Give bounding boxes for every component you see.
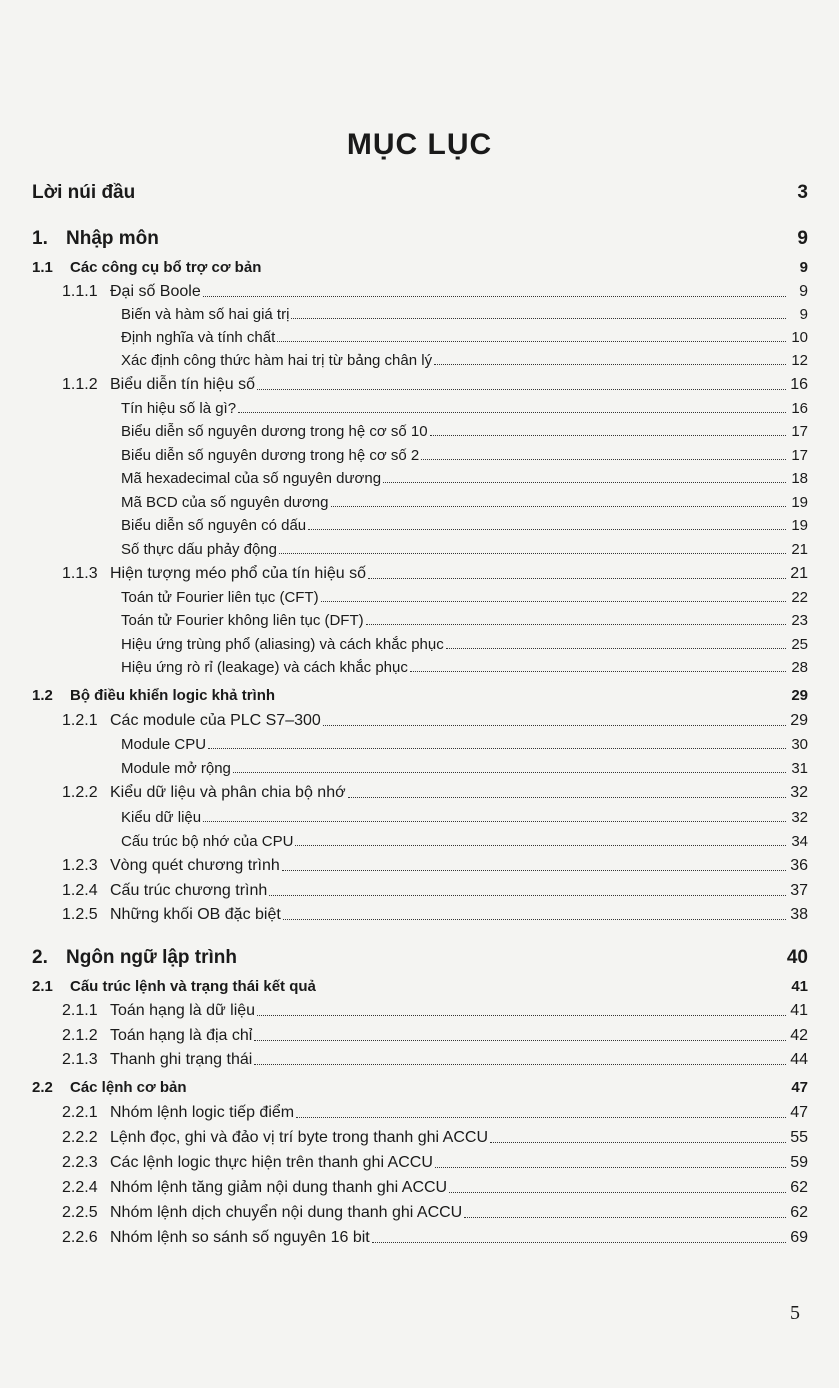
toc-entry (32, 182, 808, 204)
toc-entry (62, 1104, 808, 1122)
dot-leader (321, 601, 786, 602)
toc-entry (121, 517, 808, 534)
toc-entry-number: 1.2 (32, 687, 53, 704)
dot-leader (279, 553, 786, 554)
toc-entry-page: 22 (791, 589, 808, 606)
toc-entry-page: 16 (790, 376, 808, 393)
dot-leader (323, 725, 786, 726)
toc-entry-title: Những khối OB đặc biệt (110, 906, 281, 923)
toc-entry-page: 41 (791, 978, 808, 995)
toc-entry (62, 906, 808, 924)
toc-entry (32, 687, 808, 704)
toc-entry-title: Số thực dấu phảy động (121, 541, 277, 558)
toc-entry-page: 47 (790, 1104, 808, 1121)
toc-entry-title: Cấu trúc bộ nhớ của CPU (121, 833, 294, 850)
toc-entry (121, 306, 808, 323)
dot-leader (435, 1167, 786, 1168)
toc-entry-title: Cấu trúc lệnh và trạng thái kết quả (70, 978, 316, 995)
toc-entry (121, 400, 808, 417)
dot-leader (282, 870, 786, 871)
toc-entry-number: 2.2.3 (62, 1154, 98, 1171)
toc-entry-title: Hiện tượng méo phổ của tín hiệu số (110, 565, 367, 582)
toc-entry-page: 3 (797, 182, 808, 203)
toc-entry-page: 21 (790, 565, 808, 582)
dot-leader (368, 578, 786, 579)
toc-entry (121, 809, 808, 826)
toc-entry-title: Toán hạng là địa chỉ (110, 1027, 253, 1044)
toc-entry (121, 760, 808, 777)
toc-entry-page: 21 (791, 541, 808, 558)
toc-entry-title: Toán tử Fourier liên tục (CFT) (121, 589, 319, 606)
dot-leader (283, 919, 786, 920)
toc-entry-number: 2.2.2 (62, 1129, 98, 1146)
toc-entry-number: 1.1.1 (62, 283, 98, 300)
toc-entry-title: Mã hexadecimal của số nguyên dương (121, 470, 382, 487)
toc-entry-title: Ngôn ngữ lập trình (66, 947, 238, 968)
toc-entry (62, 1179, 808, 1197)
toc-entry-title: Toán hạng là dữ liệu (110, 1002, 256, 1019)
dot-leader (254, 1040, 786, 1041)
toc-entry-page: 16 (791, 400, 808, 417)
toc-entry (121, 494, 808, 511)
toc-entry (121, 612, 808, 629)
toc-entry-title: Kiểu dữ liệu (121, 809, 202, 826)
dot-leader (464, 1217, 786, 1218)
toc-entry-page: 19 (791, 494, 808, 511)
toc-entry-title: Kiểu dữ liệu và phân chia bộ nhớ (110, 784, 346, 801)
toc-entry (32, 947, 808, 969)
toc-entry-title: Biểu diễn số nguyên dương trong hệ cơ số 2 (121, 447, 420, 464)
dot-leader (277, 341, 786, 342)
toc-entry-page: 32 (790, 784, 808, 801)
toc-entry-page: 19 (791, 517, 808, 534)
toc-entry-title: Định nghĩa và tính chất (121, 329, 276, 346)
toc-entry (121, 833, 808, 850)
toc-entry (62, 1027, 808, 1045)
toc-entry-title: Biểu diễn số nguyên có dấu (121, 517, 307, 534)
toc-entry-page: 38 (790, 906, 808, 923)
toc-entry (62, 712, 808, 730)
dot-leader (208, 748, 786, 749)
toc-entry (62, 565, 808, 583)
dot-leader (421, 459, 786, 460)
toc-entry-title: Lệnh đọc, ghi và đảo vị trí byte trong thanh ghi ACCU (110, 1129, 489, 1146)
toc-entry (121, 447, 808, 464)
toc-entry (32, 978, 808, 995)
toc-entry-title: Biến và hàm số hai giá trị (121, 306, 290, 323)
toc-entry-page: 37 (790, 882, 808, 899)
dot-leader (257, 1015, 786, 1016)
dot-leader (308, 529, 786, 530)
dot-leader (430, 435, 786, 436)
dot-leader (372, 1242, 786, 1243)
toc-entry-title: Module CPU (121, 736, 207, 753)
toc-entry-title: Nhóm lệnh tăng giảm nội dung thanh ghi ACCU (110, 1179, 448, 1196)
toc-entry-title: Thanh ghi trạng thái (110, 1051, 253, 1068)
dot-leader (295, 845, 786, 846)
toc-entry-title: Các module của PLC S7–300 (110, 712, 321, 729)
toc-entry (62, 882, 808, 900)
toc-entry-page: 40 (786, 947, 808, 968)
toc-entry-page: 23 (791, 612, 808, 629)
toc-entry (121, 423, 808, 440)
toc-entry (121, 470, 808, 487)
toc-entry-page: 62 (790, 1179, 808, 1196)
toc-entry-number: 1.2.3 (62, 857, 98, 874)
toc-entry-number: 2.1.3 (62, 1051, 98, 1068)
toc-entry (62, 283, 808, 301)
toc-entry-number: 2.2.6 (62, 1229, 98, 1246)
toc-entry-number: 1.1 (32, 259, 53, 276)
dot-leader (254, 1064, 786, 1065)
toc-entry-number: 1.2.1 (62, 712, 98, 729)
toc-entry-page: 10 (791, 329, 808, 346)
toc-entry-title: Đại số Boole (110, 283, 201, 300)
toc-entry-number: 2.1 (32, 978, 53, 995)
toc-entry-title: Nhóm lệnh so sánh số nguyên 16 bit (110, 1229, 370, 1246)
toc-entry-page: 69 (790, 1229, 808, 1246)
toc-entry-page: 29 (791, 687, 808, 704)
dot-leader (410, 671, 786, 672)
toc-entry (121, 352, 808, 369)
toc-entry-title: Tín hiệu số là gì? (121, 400, 237, 417)
toc-entry (121, 636, 808, 653)
dot-leader (446, 648, 786, 649)
toc-entry-page: 44 (790, 1051, 808, 1068)
toc-entry-page: 9 (799, 283, 808, 300)
dot-leader (366, 624, 786, 625)
toc-entry-page: 9 (799, 306, 808, 323)
dot-leader (269, 895, 786, 896)
dot-leader (490, 1142, 786, 1143)
toc-entry-page: 55 (790, 1129, 808, 1146)
toc-entry-title: Bộ điều khiển logic khả trình (70, 687, 276, 704)
dot-leader (203, 296, 786, 297)
toc-entry-page: 17 (791, 447, 808, 464)
toc-entry (62, 1051, 808, 1069)
toc-entry-page: 31 (791, 760, 808, 777)
page-number: 5 (790, 1302, 800, 1324)
dot-leader (348, 797, 786, 798)
toc-entry-title: Các lệnh logic thực hiện trên thanh ghi ACCU (110, 1154, 433, 1171)
toc-entry-page: 30 (791, 736, 808, 753)
toc-entry-title: Cấu trúc chương trình (110, 882, 268, 899)
toc-entry-title: Các công cụ bổ trợ cơ bản (70, 259, 262, 276)
toc-entry-page: 9 (799, 259, 808, 276)
toc-entry-title: Nhập môn (66, 228, 159, 249)
toc-entry-title: Toán tử Fourier không liên tục (DFT) (121, 612, 364, 629)
dot-leader (257, 389, 786, 390)
toc-entry-page: 12 (791, 352, 808, 369)
toc-entry (121, 541, 808, 558)
toc-entry (32, 1079, 808, 1096)
toc-entry (121, 329, 808, 346)
toc-entry (32, 259, 808, 276)
toc-entry (32, 228, 808, 250)
toc-entry-number: 1.2.2 (62, 784, 98, 801)
toc-entry-title: Hiệu ứng rò rỉ (leakage) và cách khắc phục (121, 659, 408, 676)
toc-entry-title: Lời núi đầu (32, 182, 136, 203)
toc-entry-title: Nhóm lệnh dịch chuyển nội dung thanh ghi ACCU (110, 1204, 463, 1221)
toc-entry-page: 25 (791, 636, 808, 653)
toc-entry (121, 736, 808, 753)
toc-entry-page: 59 (790, 1154, 808, 1171)
toc-entry (121, 589, 808, 606)
toc-entry-title: Xác định công thức hàm hai trị từ bảng chân lý (121, 352, 433, 369)
toc-entry (62, 857, 808, 875)
dot-leader (296, 1117, 786, 1118)
toc-entry-page: 32 (791, 809, 808, 826)
toc-entry-title: Biểu diễn số nguyên dương trong hệ cơ số 10 (121, 423, 428, 440)
dot-leader (331, 506, 787, 507)
toc-entry-title: Hiệu ứng trùng phổ (aliasing) và cách khắc phục (121, 636, 444, 653)
toc-entry-title: Nhóm lệnh logic tiếp điểm (110, 1104, 295, 1121)
dot-leader (383, 482, 786, 483)
page-title: MỤC LỤC (346, 128, 493, 161)
toc-entry (62, 1229, 808, 1247)
toc-entry (62, 1204, 808, 1222)
toc-entry-title: Biểu diễn tín hiệu số (110, 376, 255, 393)
toc-entry-number: 1. (32, 228, 48, 249)
dot-leader (434, 364, 786, 365)
toc-entry-number: 2.1.1 (62, 1002, 98, 1019)
toc-entry-number: 2.2 (32, 1079, 53, 1096)
dot-leader (233, 772, 786, 773)
toc-entry-page: 62 (790, 1204, 808, 1221)
dot-leader (203, 821, 786, 822)
toc-entry-page: 47 (791, 1079, 808, 1096)
toc-entry-title: Vòng quét chương trình (110, 857, 280, 874)
toc-entry-title: Mã BCD của số nguyên dương (121, 494, 329, 511)
toc-entry (62, 376, 808, 394)
toc-entry-number: 2.2.5 (62, 1204, 98, 1221)
toc-entry (121, 659, 808, 676)
toc-entry (62, 1154, 808, 1172)
toc-entry-page: 9 (797, 228, 808, 249)
dot-leader (291, 318, 786, 319)
toc-entry-page: 36 (790, 857, 808, 874)
toc-entry-page: 28 (791, 659, 808, 676)
toc-entry-number: 1.1.3 (62, 565, 98, 582)
toc-entry (62, 1002, 808, 1020)
toc-entry-page: 34 (791, 833, 808, 850)
toc-entry-number: 1.2.5 (62, 906, 98, 923)
dot-leader (449, 1192, 786, 1193)
toc-entry-page: 29 (790, 712, 808, 729)
toc-entry (62, 1129, 808, 1147)
toc-entry-number: 1.2.4 (62, 882, 98, 899)
toc-entry-number: 1.1.2 (62, 376, 98, 393)
toc-entry-title: Các lệnh cơ bản (70, 1079, 187, 1096)
toc-entry-number: 2. (32, 947, 48, 968)
toc-entry-title: Module mở rộng (121, 760, 231, 777)
toc-entry-page: 41 (790, 1002, 808, 1019)
toc-entry-page: 18 (791, 470, 808, 487)
dot-leader (238, 412, 786, 413)
toc-entry-page: 17 (791, 423, 808, 440)
toc-entry-number: 2.2.1 (62, 1104, 98, 1121)
toc-entry-page: 42 (790, 1027, 808, 1044)
toc-entry-number: 2.2.4 (62, 1179, 98, 1196)
toc-entry (62, 784, 808, 802)
toc-entry-number: 2.1.2 (62, 1027, 98, 1044)
